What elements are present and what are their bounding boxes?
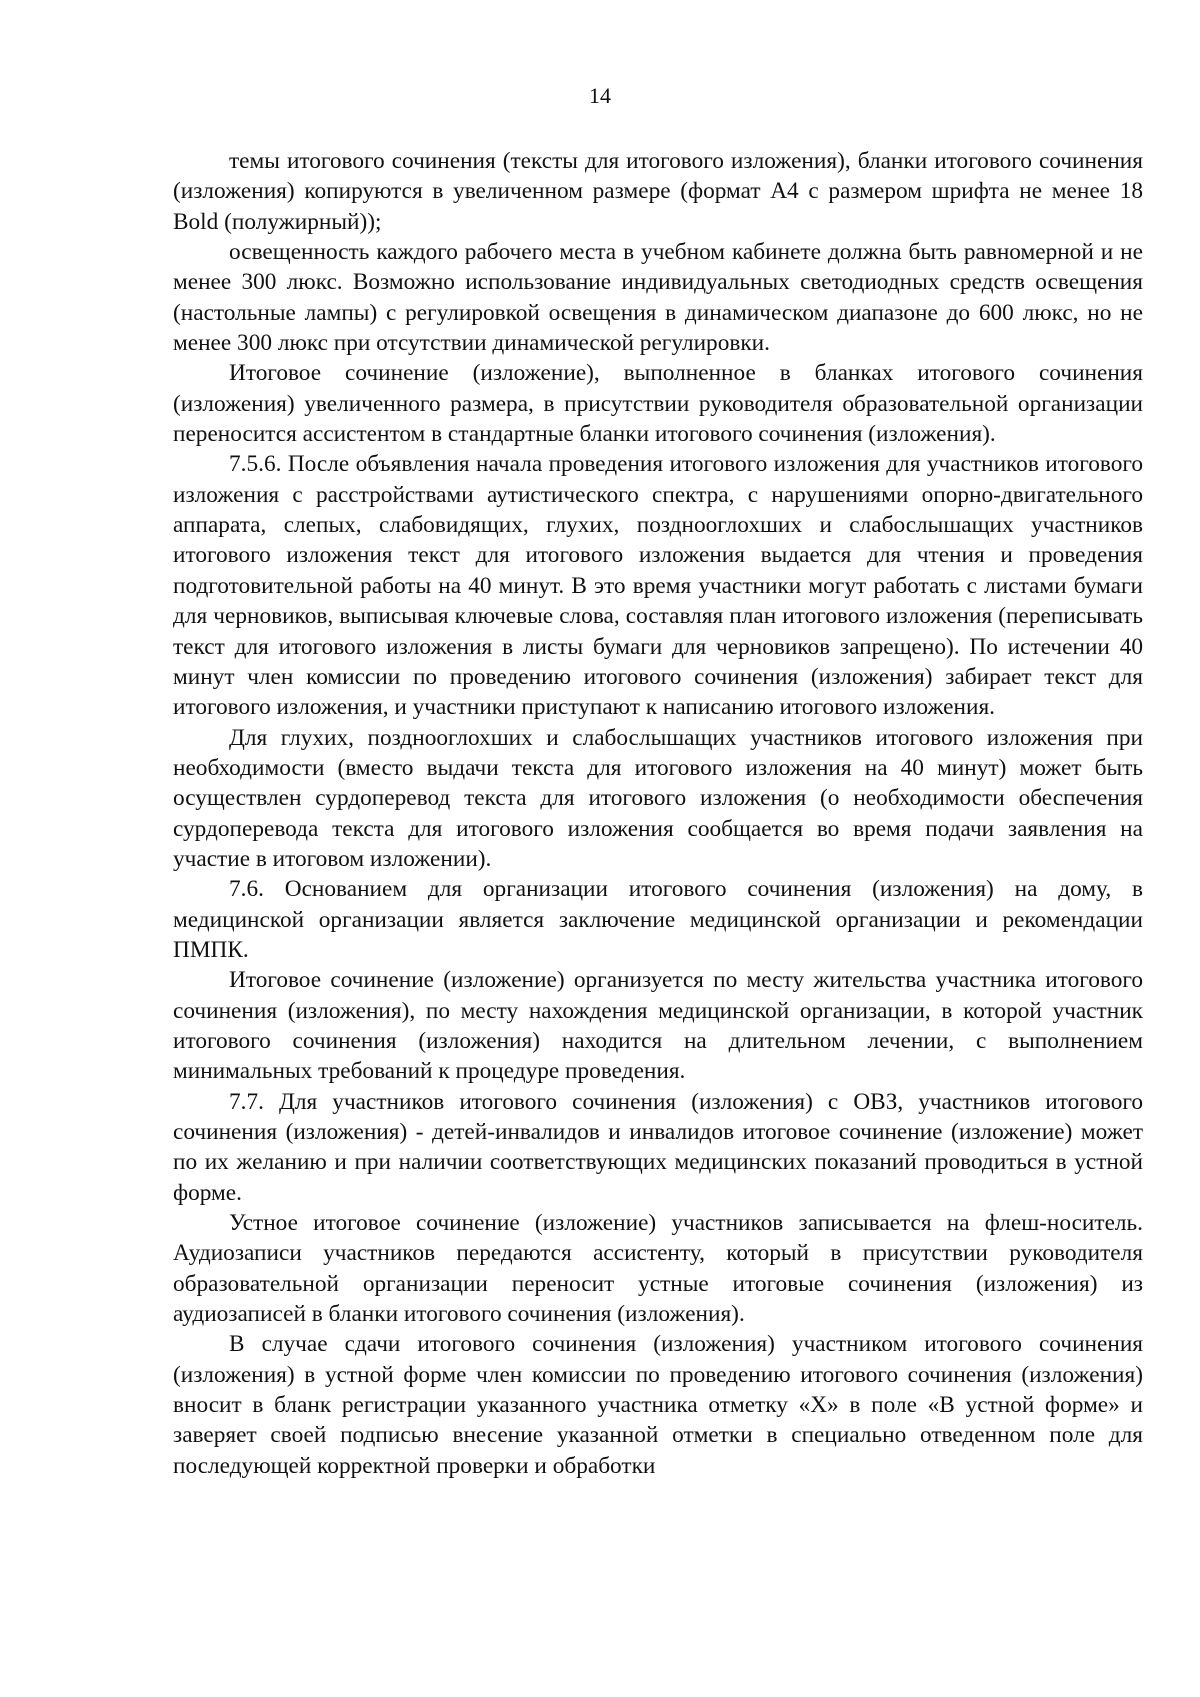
paragraph-oral-recording: Устное итоговое сочинение (изложение) участников записывается на флеш-носитель. Аудиозаписи участников передаются ассистенту, который в присутствии руководителя образовательной организации переносит устные итоговые сочинения (изложения) из аудиозаписей в бланки итогового сочинения (изложения). bbox=[173, 1210, 1143, 1328]
paragraph-sign-language: Для глухих, позднооглохших и слабослышащих участников итогового изложения при необходимости (вместо выдачи текста для итогового изложения на 40 минут) может быть осуществлен сурдоперевод текста для итогового изложения (о необходимости обеспечения сурдоперевода текста для итогового изложения сообщается во время подачи заявления на участие в итоговом изложении). bbox=[173, 724, 1143, 872]
paragraph-7-6: 7.6. Основанием для организации итогового сочинения (изложения) на дому, в медицинской организации является заключение медицинской организации и рекомендации ПМПК. bbox=[173, 876, 1143, 963]
paragraph-7-5-6: 7.5.6. После объявления начала проведения итогового изложения для участников итогового изложения с расстройствами аутистического спектра, с нарушениями опорно-двигательного аппарата, слепых, слабовидящих, глухих, позднооглохших и слабослышащих участников итогового изложения текст для итогового изложения выдается для чтения и проведения подготовительной работы на 40 минут. В это время участники могут работать с листами бумаги для черновиков, выписывая ключевые слова, составляя план итогового изложения (переписывать текст для итогового изложения в листы бумаги для черновиков запрещено). По истечении 40 минут член комиссии по проведению итогового сочинения (изложения) забирает текст для итогового изложения, и участники приступают к написанию итогового изложения. bbox=[173, 451, 1143, 721]
page-number: 14 bbox=[589, 83, 611, 108]
document-body bbox=[173, 146, 1143, 1481]
paragraph-transfer-to-standard-forms: Итоговое сочинение (изложение), выполненное в бланках итогового сочинения (изложения) увеличенного размера, в присутствии руководителя образовательной организации переносится ассистентом в стандартные бланки итогового сочинения (изложения). bbox=[173, 360, 1143, 448]
paragraph-font-requirements: темы итогового сочинения (тексты для итогового изложения), бланки итогового сочинения (изложения) копируются в увеличенном размере (формат А4 с размером шрифта не менее 18 Bold (полужирный)); bbox=[173, 148, 1143, 235]
paragraph-oral-mark: В случае сдачи итогового сочинения (изложения) участником итогового сочинения (изложения) в устной форме член комиссии по проведению итогового сочинения (изложения) вносит в бланк регистрации указанного участника отметку «Х» в поле «В устной форме» и заверяет своей подписью внесение указанной отметки в специально отведенном поле для последующей корректной проверки и обработки bbox=[173, 1331, 1143, 1479]
paragraph-lighting: освещенность каждого рабочего места в учебном кабинете должна быть равномерной и не менее 300 люкс. Возможно использование индивидуальных светодиодных средств освещения (настольные лампы) с регулировкой освещения в динамическом диапазоне до 600 люкс, но не менее 300 люкс при отсутствии динамической регулировки. bbox=[173, 239, 1143, 357]
paragraph-home-organization: Итоговое сочинение (изложение) организуется по месту жительства участника итогового сочинения (изложения), по месту нахождения медицинской организации, в которой участник итогового сочинения (изложения) находится на длительном лечении, с выполнением минимальных требований к процедуре проведения. bbox=[173, 967, 1143, 1085]
paragraph-7-7: 7.7. Для участников итогового сочинения (изложения) с ОВЗ, участников итогового сочинения (изложения) - детей-инвалидов и инвалидов итоговое сочинение (изложение) может по их желанию и при наличии соответствующих медицинских показаний проводиться в устной форме. bbox=[173, 1088, 1143, 1206]
